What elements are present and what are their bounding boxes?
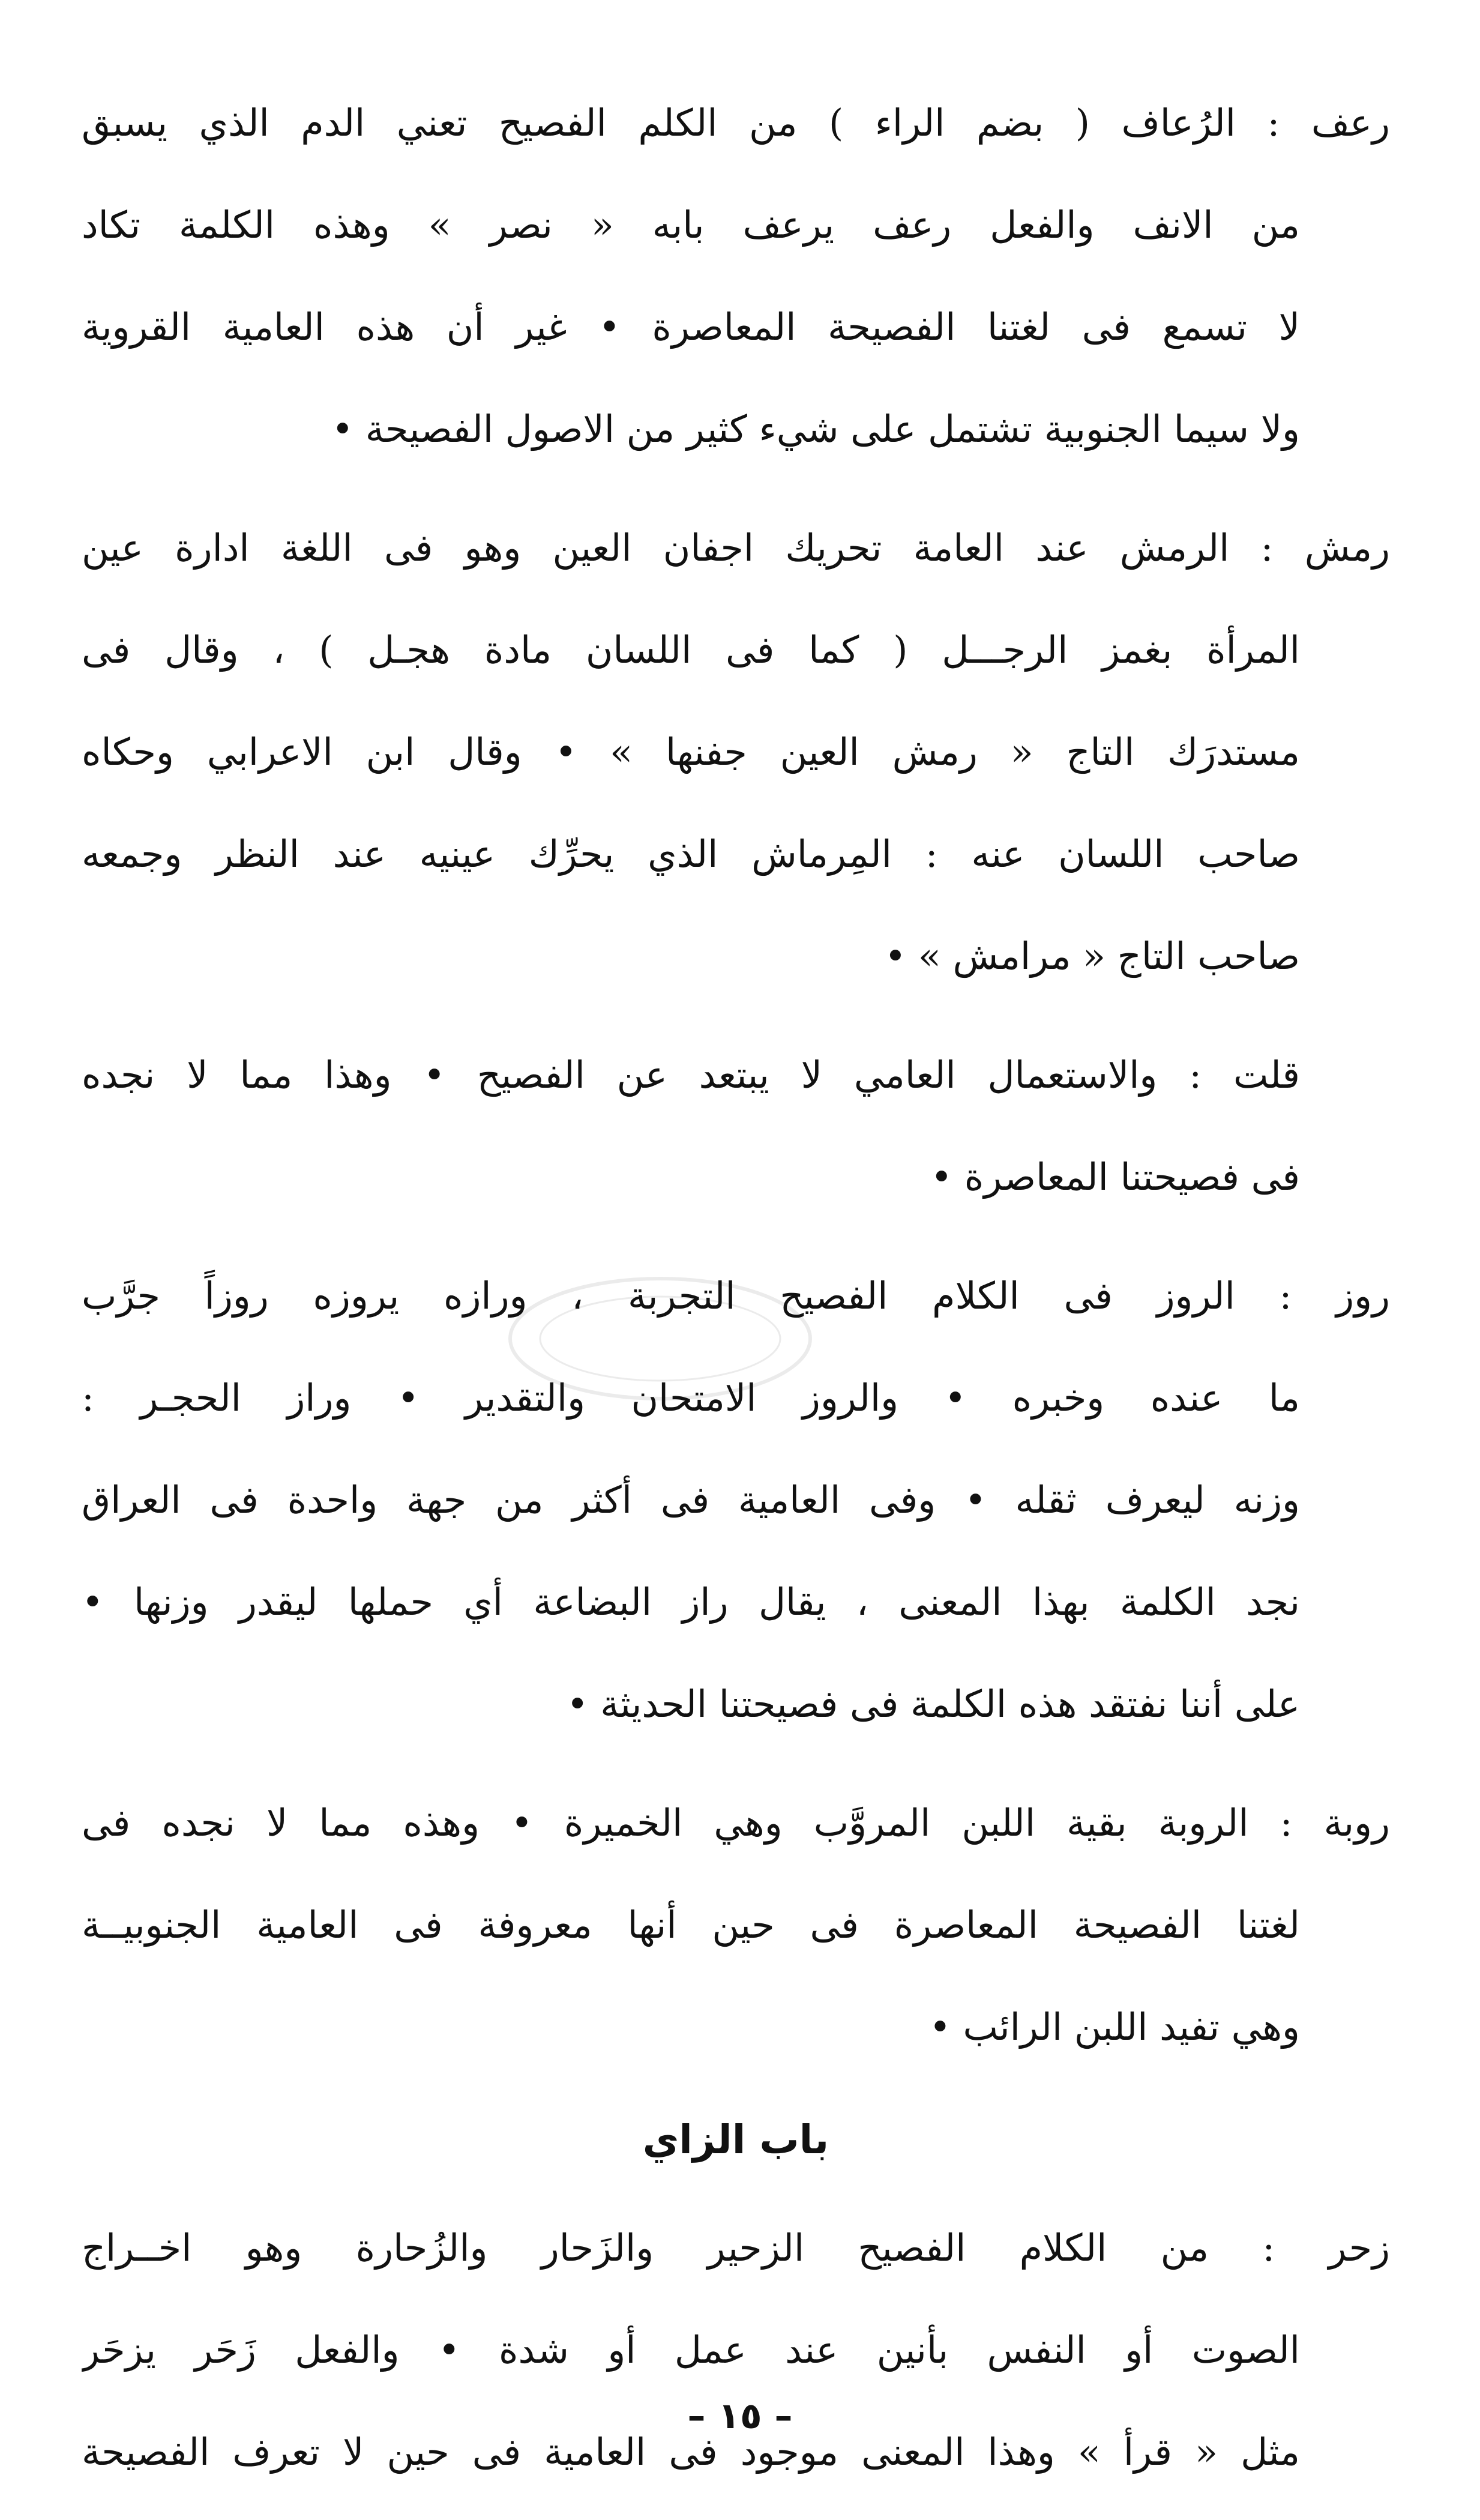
text-line: مستدرَك التاج « رمش العين جفنها » • وقال ابن الاعرابي وحكاه	[82, 730, 1300, 774]
text-line: من الانف والفعل رعف يرعف بابه « نصر » وهذه الكلمة تكاد	[82, 203, 1300, 247]
text-line: لا تسمع فى لغتنا الفصيحة المعاصرة • غير أن هذه العامية القروية	[82, 305, 1300, 349]
text-line: قلت : والاستعمال العامي لا يبتعد عن الفصيح • وهذا مما لا نجده	[82, 1053, 1301, 1097]
entry-raaf	[82, 72, 1390, 480]
entry-ramsh	[82, 497, 1390, 1007]
text-line: لغتنا الفصيحة المعاصرة فى حين أنها معروفة فى العامية الجنوبيــة	[82, 1903, 1300, 1947]
entry-zahr	[82, 2197, 1390, 2503]
text-line: ما عنده وخبره • والروز الامتحان والتقدير • وراز الحجـر :	[82, 1376, 1300, 1420]
entry-rawba	[82, 1772, 1390, 2078]
text-line: زحر : من الكلام الفصيح الزحير والزَحار والزُحارة وهو اخــراج	[82, 2226, 1390, 2270]
text-line: المرأة بغمز الرجـــل ( كما فى اللسان مادة هجـل ) ، وقال فى	[82, 628, 1300, 672]
text-line: على أننا نفتقد هذه الكلمة فى فصيحتنا الحديثة •	[566, 1682, 1300, 1726]
text-line: فى فصيحتنا المعاصرة •	[930, 1155, 1300, 1199]
text-line: وزنه ليعرف ثقله • وفى العامية فى أكثر من جهة واحدة فى العراق	[82, 1478, 1300, 1522]
text-line: ولا سيما الجنوبية تشتمل على شيء كثير من الاصول الفصيحة •	[331, 407, 1300, 451]
text-line: صاحب اللسان عنه : المِرماش الذي يحرِّك عينيه عند النظر وجمعه	[82, 832, 1300, 876]
section-heading: باب الزاي	[642, 2117, 829, 2163]
text-line: الصوت أو النفس بأنين عند عمل أو شدة • والفعل زَحَر يزحَر	[82, 2328, 1300, 2372]
text-line: وهي تفيد اللبن الرائب •	[929, 2005, 1300, 2049]
text-line: روبة : الروبة بقية اللبن المروَّب وهي الخميرة • وهذه مما لا نجده فى	[82, 1801, 1390, 1845]
text-line: نجد الكلمة بهذا المعنى ، يقال راز البضاعة أي حملها ليقدر وزنها •	[82, 1580, 1300, 1624]
text-line: رمش : الرمش عند العامة تحريك اجفان العين وهو فى اللغة ادارة عين	[82, 526, 1390, 570]
text-line: صاحب التاج « مرامش » •	[884, 934, 1300, 978]
entry-note	[82, 1024, 1390, 1228]
text-line: رعف : الرُعاف ( بضم الراء ) من الكلم الفصيح تعني الدم الذي يسبق	[82, 101, 1390, 145]
page-number: – ١٥ –	[687, 2395, 793, 2437]
entries-column	[82, 72, 1390, 2520]
text-line: روز : الروز فى الكلام الفصيح التجربة ، ورازه يروزه روزاً جرَّب	[82, 1274, 1390, 1318]
entry-rawz	[82, 1245, 1390, 1755]
text-line: مثل « قرأ » وهذا المعنى موجود فى العامية فى حين لا تعرف الفصيحة	[82, 2430, 1300, 2474]
